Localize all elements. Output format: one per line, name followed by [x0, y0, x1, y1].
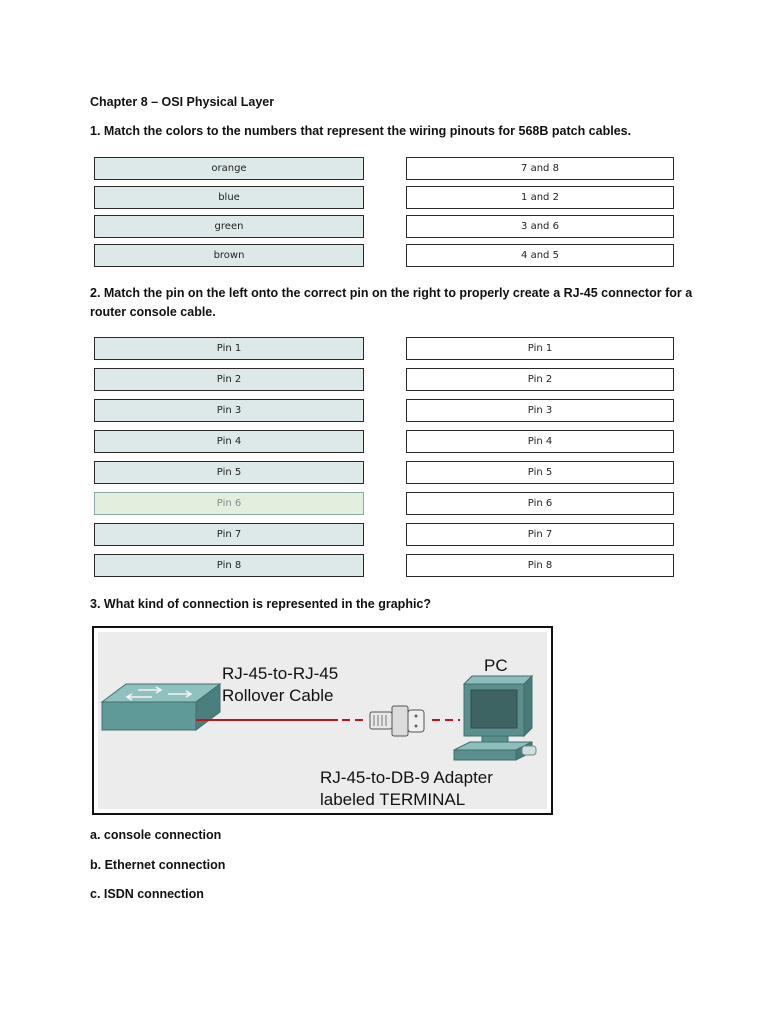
q2-right-pin-8[interactable]: Pin 8 — [406, 554, 674, 577]
answer-choice-b[interactable]: b. Ethernet connection — [90, 858, 226, 872]
adapter-label-line1: RJ-45-to-DB-9 Adapter — [320, 768, 493, 787]
q1-left-item-brown[interactable]: brown — [94, 244, 364, 267]
q2-left-pin-5[interactable]: Pin 5 — [94, 461, 364, 484]
q2-right-pin-5[interactable]: Pin 5 — [406, 461, 674, 484]
q2-right-pin-3[interactable]: Pin 3 — [406, 399, 674, 422]
cable-label-line2: Rollover Cable — [222, 686, 334, 705]
switch-icon — [102, 684, 220, 730]
db9-adapter-icon — [370, 706, 424, 736]
q2-left-pin-6[interactable]: Pin 6 — [94, 492, 364, 515]
question-2-text-line2: router console cable. — [90, 305, 216, 319]
q2-right-pin-7[interactable]: Pin 7 — [406, 523, 674, 546]
q2-right-pin-2[interactable]: Pin 2 — [406, 368, 674, 391]
question-2-text-line1: 2. Match the pin on the left onto the correct pin on the right to properly create a RJ-45 connector for a — [90, 286, 693, 300]
pc-icon — [454, 676, 536, 760]
q2-right-pin-4[interactable]: Pin 4 — [406, 430, 674, 453]
page-title: Chapter 8 – OSI Physical Layer — [90, 95, 275, 109]
q1-right-item[interactable]: 4 and 5 — [406, 244, 674, 267]
q2-left-pin-4[interactable]: Pin 4 — [94, 430, 364, 453]
pc-label: PC — [484, 656, 508, 675]
q1-right-item[interactable]: 1 and 2 — [406, 186, 674, 209]
q2-right-pin-6[interactable]: Pin 6 — [406, 492, 674, 515]
question-3-text: 3. What kind of connection is represented in the graphic? — [90, 597, 432, 611]
q1-left-item-green[interactable]: green — [94, 215, 364, 238]
adapter-label-line2: labeled TERMINAL — [320, 790, 466, 809]
cable-label-line1: RJ-45-to-RJ-45 — [222, 664, 339, 683]
q2-left-pin-1[interactable]: Pin 1 — [94, 337, 364, 360]
question-1-text: 1. Match the colors to the numbers that represent the wiring pinouts for 568B patch cables. — [90, 124, 632, 138]
graphic-background — [98, 632, 547, 809]
q2-right-pin-1[interactable]: Pin 1 — [406, 337, 674, 360]
q1-left-item-blue[interactable]: blue — [94, 186, 364, 209]
q1-right-item[interactable]: 3 and 6 — [406, 215, 674, 238]
connection-graphic — [92, 626, 553, 815]
answer-choice-a[interactable]: a. console connection — [90, 828, 222, 842]
q1-right-item[interactable]: 7 and 8 — [406, 157, 674, 180]
q2-left-pin-7[interactable]: Pin 7 — [94, 523, 364, 546]
q2-left-pin-8[interactable]: Pin 8 — [94, 554, 364, 577]
q2-left-pin-2[interactable]: Pin 2 — [94, 368, 364, 391]
q1-left-item-orange[interactable]: orange — [94, 157, 364, 180]
answer-choice-c[interactable]: c. ISDN connection — [90, 887, 204, 901]
q2-left-pin-3[interactable]: Pin 3 — [94, 399, 364, 422]
